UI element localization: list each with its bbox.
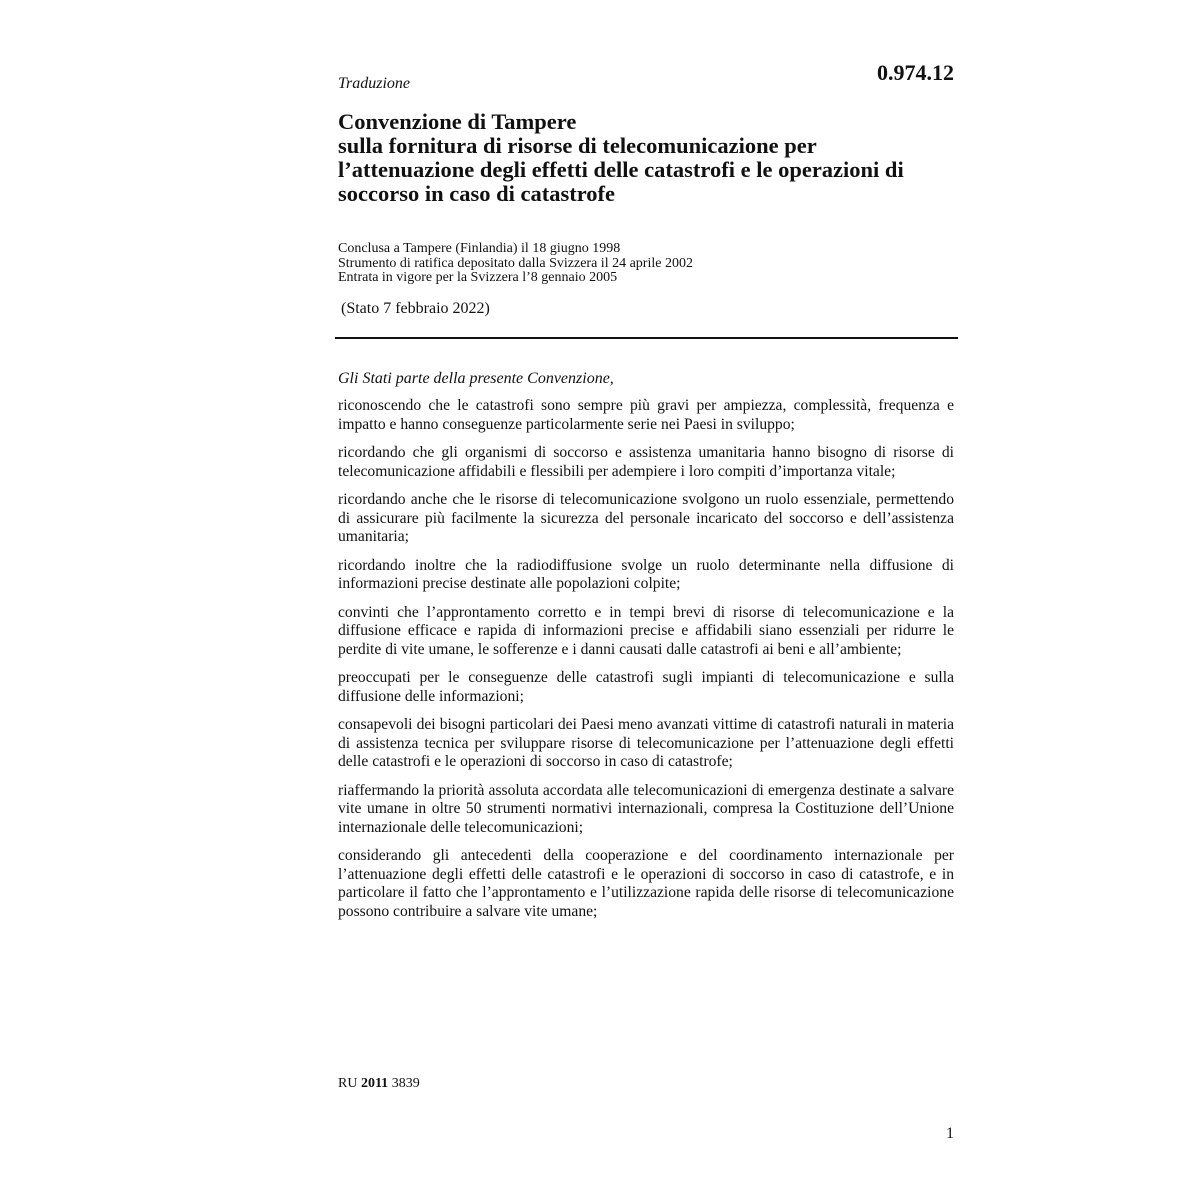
title-line: sulla fornitura di risorse di telecomunicazione per [338, 133, 817, 158]
ru-year: 2011 [360, 1076, 389, 1091]
preamble-paragraph: ricordando inoltre che la radiodiffusione svolge un ruolo determinante nella diffusione di informazioni precise destinate alle popolazioni colpite; [338, 556, 954, 592]
translation-label: Traduzione [338, 75, 411, 92]
preamble-intro: Gli Stati parte della presente Convenzione, [338, 370, 614, 387]
concluded-line: Conclusa a Tampere (Finlandia) il 18 giugno 1998 [338, 241, 621, 256]
preamble-paragraph: riconoscendo che le catastrofi sono sempre più gravi per ampiezza, complessità, frequenza e impatto e hanno conseguenze particolarmente serie nei Paesi in sviluppo; [338, 397, 954, 433]
status-date: (Stato 7 febbraio 2022) [341, 300, 490, 317]
preamble-body [338, 397, 954, 931]
preamble-paragraph: ricordando anche che le risorse di telecomunicazione svolgono un ruolo essenziale, permettendo di assicurare più facilmente la sicurezza del personale incaricato del soccorso e dell’assistenza umanitaria; [338, 491, 954, 545]
entry-into-force-line: Entrata in vigore per la Svizzera l’8 gennaio 2005 [338, 270, 618, 285]
preamble-paragraph: preoccupati per le conseguenze delle catastrofi sugli impianti di telecomunicazione e sulla diffusione delle informazioni; [338, 669, 954, 705]
ratification-line: Strumento di ratifica depositato dalla Svizzera il 24 aprile 2002 [338, 255, 693, 271]
ru-page: 3839 [391, 1076, 420, 1091]
preamble-paragraph: convinti che l’approntamento corretto e in tempi brevi di risorse di telecomunicazione e la diffusione efficace e rapida di informazioni precise e affidabili siano essenziali per ridurre le perdite di vite umane, le sofferenze e i danni causati dalle catastrofi ai beni e all’ambiente; [338, 603, 954, 658]
title-line: Convenzione di Tampere [338, 109, 577, 134]
preamble-paragraph: consapevoli dei bisogni particolari dei Paesi meno avanzati vittime di catastrofi naturali in materia di assistenza tecnica per sviluppare risorse di telecomunicazione per l’attenuazione degli effetti delle catastrofi e le operazioni di soccorso in caso di catastrofe; [338, 716, 954, 770]
title-line: l’attenuazione degli effetti delle catastrofi e le operazioni di [338, 157, 904, 182]
preamble-paragraph: considerando gli antecedenti della cooperazione e del coordinamento internazionale per l’attenuazione degli effetti delle catastrofi e le operazioni di soccorso in caso di catastrofe, e in particolare il fatto che l’approntamento e l’utilizzazione rapida delle risorse di telecomunicazione possono contribuire a salvare vite umane; [338, 847, 954, 920]
ru-prefix: RU [338, 1076, 358, 1091]
header-divider [335, 337, 958, 339]
official-compilation-reference [338, 1076, 420, 1092]
preamble-paragraph: riaffermando la priorità assoluta accordata alle telecomunicazioni di emergenza destinate a salvare vite umane in oltre 50 strumenti normativi internazionali, compresa la Costituzione dell’Unione internazionale delle telecomunicazioni; [338, 781, 954, 836]
document-title [338, 110, 968, 206]
page-number: 1 [946, 1125, 954, 1142]
document-metadata [338, 242, 693, 286]
preamble-paragraph: ricordando che gli organismi di soccorso e assistenza umanitaria hanno bisogno di risorse di telecomunicazione affidabili e flessibili per adempiere i loro compiti d’importanza vitale; [338, 444, 954, 480]
title-line: soccorso in caso di catastrofe [338, 181, 616, 206]
document-number: 0.974.12 [877, 60, 954, 85]
